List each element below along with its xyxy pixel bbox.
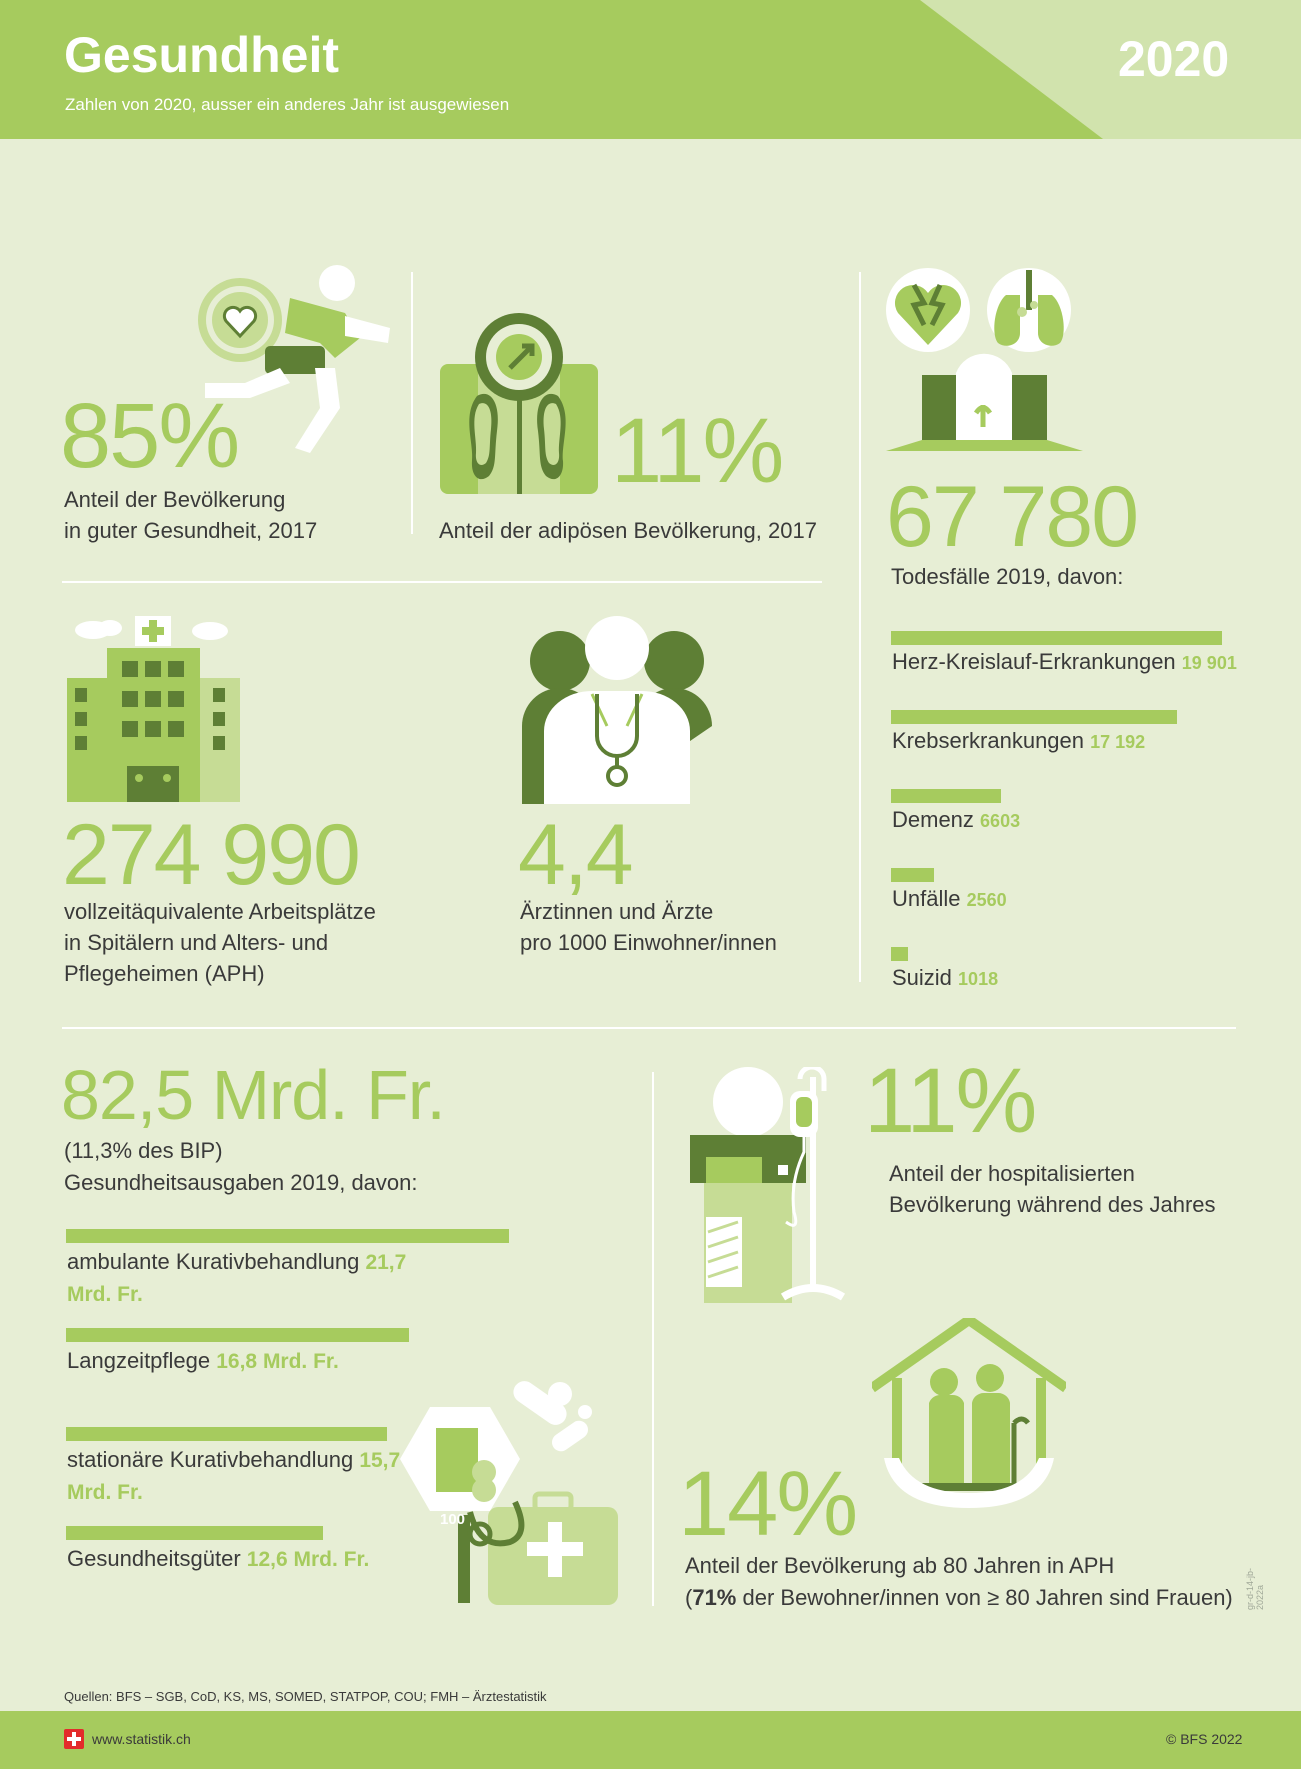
header-year-shape [900, 0, 1301, 139]
page-title: Gesundheit [64, 27, 340, 83]
bar-label-2 [67, 1444, 407, 1508]
scale-icon [440, 312, 600, 494]
hospitalized-value: 11% [864, 1050, 1036, 1152]
value-label: 19 901 [1181, 653, 1237, 673]
swiss-flag-icon [64, 1729, 84, 1749]
hospitalized-label-1: Anteil der hospitalisierten [889, 1161, 1135, 1186]
aph-value: 14% [678, 1453, 857, 1555]
bar-1 [66, 1328, 409, 1342]
spending-value: 82,5 Mrd. Fr. [61, 1056, 445, 1134]
bar-label-3 [67, 1543, 407, 1575]
good-health-label-2: in guter Gesundheit, 2017 [64, 518, 318, 543]
hospital-icon [55, 616, 255, 804]
house-elderly-icon [872, 1318, 1066, 1512]
bar-3 [891, 868, 934, 882]
bar-1 [891, 710, 1177, 724]
doctors-value: 4,4 [518, 807, 632, 903]
doctors-icon [522, 616, 712, 804]
bar-label-0 [67, 1246, 407, 1310]
jobs-label-3: Pflegeheimen (APH) [64, 961, 265, 986]
aph-label-2-pre: ( [685, 1585, 693, 1610]
value-label: 17 192 [1090, 732, 1146, 752]
category-label: Suizid [892, 965, 959, 990]
bar-label-2 [892, 804, 1292, 837]
bar-2 [891, 789, 1001, 803]
bar-3 [66, 1526, 323, 1540]
website-link[interactable]: www.statistik.ch [92, 1731, 191, 1747]
divider-h1 [62, 581, 822, 583]
spending-label-1: (11,3% des BIP) [64, 1138, 223, 1163]
good-health-label-1: Anteil der Bevölkerung [64, 487, 286, 512]
value-label: 15,7 Mrd. Fr. [67, 1449, 401, 1504]
header-year: 2020 [1118, 31, 1230, 87]
heart-lungs-grave-icon [886, 265, 1086, 455]
category-label: Unfälle [892, 886, 967, 911]
medicine-money-kit-icon [400, 1372, 620, 1607]
aph-label-2-post: der Bewohner/innen von ≥ 80 Jahren sind Frauen) [736, 1585, 1233, 1610]
bar-label-1 [892, 725, 1292, 758]
value-label: 21,7 Mrd. Fr. [67, 1251, 407, 1306]
bar-label-4 [892, 962, 1292, 995]
aph-label-1: Anteil der Bevölkerung ab 80 Jahren in APH [685, 1553, 1115, 1578]
aph-label-2-bold: 71% [692, 1585, 737, 1610]
bar-0 [66, 1229, 509, 1243]
value-label: 16,8 Mrd. Fr. [216, 1350, 339, 1373]
bar-0 [891, 631, 1222, 645]
jobs-value: 274 990 [62, 807, 359, 903]
money-note-label: 100 [440, 1511, 466, 1528]
deaths-label: Todesfälle 2019, davon: [891, 564, 1124, 589]
sources-note: Quellen: BFS – SGB, CoD, KS, MS, SOMED, STATPOP, COU; FMH – Ärztestatistik [64, 1689, 547, 1704]
divider-h2 [62, 1027, 1236, 1029]
footer-bar [0, 1711, 1301, 1769]
category-label: ambulante Kurativbehandlung [67, 1249, 366, 1274]
doctors-label-1: Ärztinnen und Ärzte [520, 899, 714, 924]
category-label: stationäre Kurativbehandlung [67, 1447, 360, 1472]
divider-v2 [859, 272, 861, 982]
obese-label: Anteil der adipösen Bevölkerung, 2017 [439, 518, 817, 543]
jobs-label-1: vollzeitäquivalente Arbeitsplätze [64, 899, 376, 924]
copyright: © BFS 2022 [1166, 1731, 1243, 1747]
bar-label-3 [892, 883, 1292, 916]
jobs-label-2: in Spitälern und Alters- und [64, 930, 329, 955]
category-label: Langzeitpflege [67, 1348, 217, 1373]
bar-label-1 [67, 1345, 407, 1377]
aph-label-2 [685, 1582, 1233, 1613]
bar-4 [891, 947, 908, 961]
category-label: Gesundheitsgüter [67, 1546, 247, 1571]
value-label: 6603 [980, 811, 1021, 831]
hospitalized-label-2: Bevölkerung während des Jahres [889, 1192, 1216, 1217]
good-health-value: 85% [60, 385, 239, 487]
doctors-label-2: pro 1000 Einwohner/innen [520, 930, 777, 955]
value-label: 1018 [958, 969, 999, 989]
side-code: gr-d-14-jb-2022a [1245, 1567, 1265, 1610]
spending-label-2: Gesundheitsausgaben 2019, davon: [64, 1170, 418, 1195]
value-label: 12,6 Mrd. Fr. [246, 1548, 370, 1571]
divider-v1 [411, 272, 413, 534]
category-label: Herz-Kreislauf-Erkrankungen [892, 649, 1182, 674]
category-label: Demenz [892, 807, 981, 832]
page-subtitle: Zahlen von 2020, ausser ein anderes Jahr ist ausgewiesen [65, 95, 510, 114]
bar-2 [66, 1427, 387, 1441]
category-label: Krebserkrankungen [892, 728, 1091, 753]
bar-label-0 [892, 646, 1292, 679]
value-label: 2560 [966, 890, 1007, 910]
obese-value: 11% [611, 400, 783, 502]
patient-iv-icon [688, 1067, 868, 1303]
deaths-value: 67 780 [886, 469, 1138, 565]
divider-v3 [652, 1072, 654, 1606]
